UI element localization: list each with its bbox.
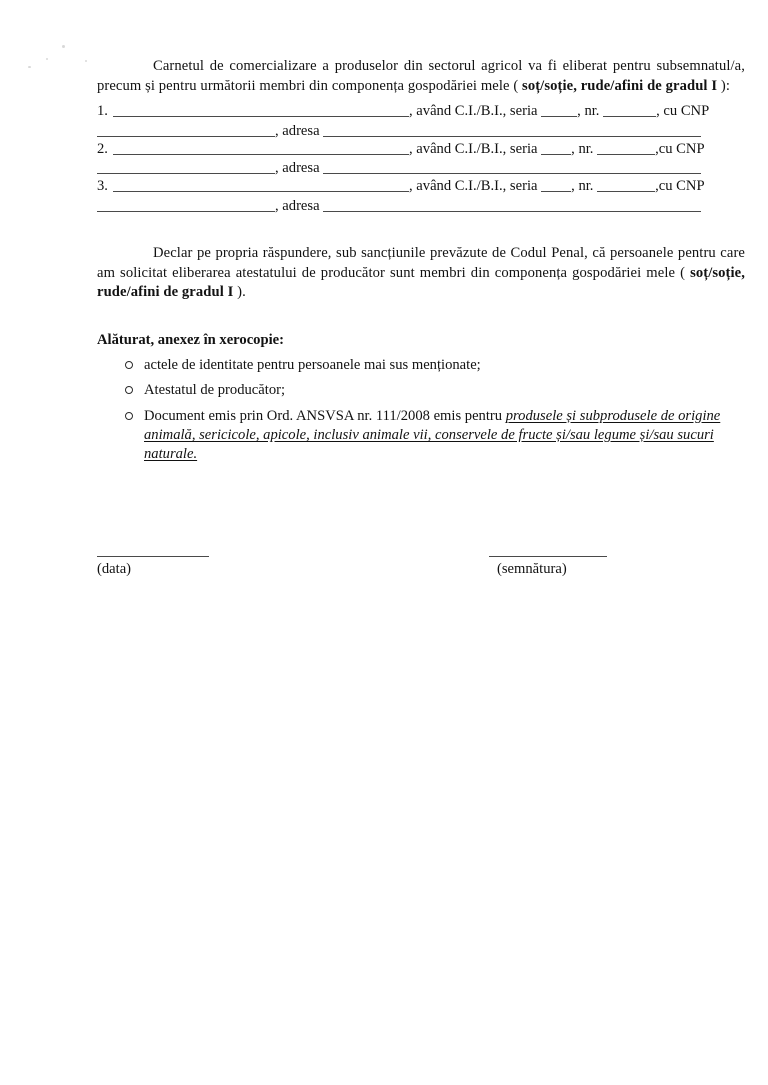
identity-cnp-field[interactable] <box>97 124 275 137</box>
declaration-text-part1: Declar pe propria răspundere, sub sancțiunile prevăzute de Codul Penal, că persoanele pentru care am solicitat eliberarea atestatului de producător sunt membri din componența gospodăriei mele ( <box>97 244 745 281</box>
identity-avand-label: , având C.I./B.I., seria <box>409 178 538 195</box>
annex-item-emphasis: produsele și subprodusele de origine animală, sericicole, apicole, inclusiv animale vii, conservele de fructe și/sau legume și/sau sucuri naturale. <box>144 407 721 463</box>
identity-nr-label: , nr. <box>571 140 594 157</box>
identity-address-row <box>97 197 745 216</box>
document-body <box>97 57 745 471</box>
identity-adresa-label: , adresa <box>275 160 320 177</box>
identity-name-field[interactable] <box>113 142 409 155</box>
identity-row-number: 2. <box>97 140 108 157</box>
scan-speckle <box>62 45 65 48</box>
identity-row <box>97 178 745 196</box>
identity-cnp-label: ,cu CNP <box>655 140 705 157</box>
intro-paragraph-text-part2: ): <box>717 77 730 94</box>
declaration-paragraph <box>97 244 745 303</box>
identity-nr-field[interactable] <box>597 142 655 155</box>
intro-paragraph-text-part1: Carnetul de comercializare a produselor din sectorul agricol va fi eliberat pentru subsemnatul/a, precum și pentru următorii membri din componența gospodăriei mele ( <box>97 58 745 94</box>
identity-seria-field[interactable] <box>541 104 577 117</box>
identity-address-row <box>97 159 745 178</box>
circle-bullet-icon <box>125 412 133 420</box>
identity-address-field[interactable] <box>323 124 701 137</box>
identity-nr-field[interactable] <box>597 179 655 192</box>
identity-cnp-field[interactable] <box>97 161 275 174</box>
identity-cnp-label: ,cu CNP <box>655 178 705 195</box>
scan-speckle <box>28 66 31 68</box>
scan-speckle <box>46 58 48 60</box>
identity-row-number: 3. <box>97 178 108 195</box>
identity-cnp-label: , cu CNP <box>656 103 710 120</box>
annex-list-item <box>97 381 745 400</box>
identity-row <box>97 141 745 159</box>
identity-rows <box>97 103 745 216</box>
declaration-bold-kinship: soț/soție, rude/afini de gradul I <box>97 264 745 301</box>
identity-adresa-label: , adresa <box>275 122 320 139</box>
identity-avand-label: , având C.I./B.I., seria <box>409 140 538 157</box>
identity-seria-field[interactable] <box>541 179 571 192</box>
identity-address-row <box>97 122 745 141</box>
signature-label: (semnătura) <box>497 561 567 577</box>
annex-item-text: Atestatul de producător; <box>144 382 286 399</box>
identity-row-number: 1. <box>97 103 108 120</box>
identity-name-field[interactable] <box>113 104 409 117</box>
scan-speckle <box>85 60 87 62</box>
identity-cnp-field[interactable] <box>97 199 275 212</box>
signature-block <box>97 556 745 596</box>
annex-list-item <box>97 407 745 465</box>
signature-slot <box>489 556 607 579</box>
intro-paragraph <box>97 57 745 96</box>
circle-bullet-icon <box>125 361 133 369</box>
intro-paragraph-bold-kinship: soț/soție, rude/afini de gradul I <box>522 77 718 94</box>
identity-avand-label: , având C.I./B.I., seria <box>409 103 538 120</box>
annex-item-text: Document emis prin Ord. ANSVSA nr. 111/2008 emis pentru <box>144 407 506 424</box>
identity-row <box>97 103 745 121</box>
date-label: (data) <box>97 561 132 577</box>
identity-adresa-label: , adresa <box>275 197 320 214</box>
declaration-text-part2: ). <box>233 284 246 301</box>
annex-heading: Alăturat, anexez în xerocopie: <box>97 331 284 348</box>
circle-bullet-icon <box>125 386 133 394</box>
identity-address-field[interactable] <box>323 199 701 212</box>
identity-nr-label: , nr. <box>571 178 594 195</box>
annex-list-item <box>97 356 745 375</box>
identity-nr-label: , nr. <box>577 103 600 120</box>
identity-name-field[interactable] <box>113 179 409 192</box>
identity-seria-field[interactable] <box>541 142 571 155</box>
date-slot <box>97 556 209 579</box>
annex-list <box>97 356 745 465</box>
identity-nr-field[interactable] <box>603 104 656 117</box>
annex-item-text: actele de identitate pentru persoanele mai sus menționate; <box>144 356 481 373</box>
identity-address-field[interactable] <box>323 161 701 174</box>
